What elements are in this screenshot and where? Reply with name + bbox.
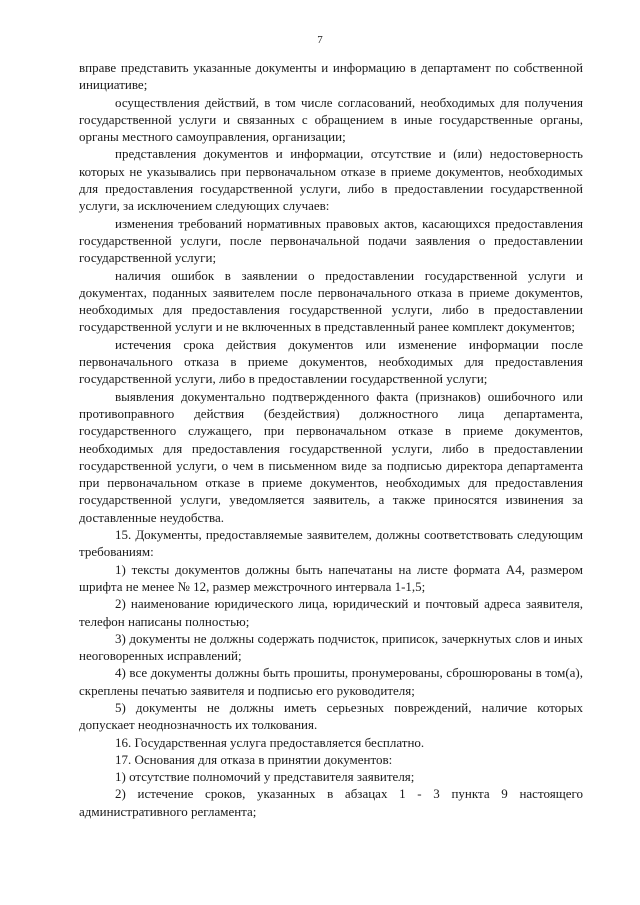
paragraph: изменения требований нормативных правовых актов, касающихся предоставления государственной услуги, после первоначальной подачи заявления о предоставлении государственной услуги; [79,215,583,266]
paragraph: 16. Государственная услуга предоставляется бесплатно. [115,734,425,750]
paragraph: 4) все документы должны быть прошиты, пронумерованы, сброшюрованы в том(а), скреплены печатью заявителя и подписью его руководителя; [79,665,583,698]
paragraph: выявления документально подтвержденного факта (признаков) ошибочного или противоправного действия (бездействия) должностного лица департамента, государственного служащего, при первоначальном отказе в приеме документов, необходимых для предоставления государственной услуги, либо в предоставлении государственной услуги, о чем в письменном виде за подписью директора департамента при первоначальном отказе в приеме документов, необходимых для предоставления государственной услуги, уведомляется заявитель, а также приносятся извинения за доставленные неудобства. [79,388,583,525]
paragraph: 3) документы не должны содержать подчисток, приписок, зачеркнутых слов и иных неоговоренных исправлений; [79,630,583,664]
paragraph: наличия ошибок в заявлении о предоставлении государственной услуги и документах, поданных заявителем после первоначального отказа в приеме документов, необходимых для предоставления государственной услуги, либо в предоставлении государственной услуги и не включенных в представленный ранее комплект документов; [79,267,583,335]
paragraph: осуществления действий, в том числе согласований, необходимых для получения государственной услуги и связанных с обращением в иные государственные органы, органы местного самоуправления, организации; [79,94,583,145]
paragraph: 1) отсутствие полномочий у представителя заявителя; [115,769,415,785]
paragraph: 15. Документы, предоставляемые заявителем, должны соответствовать следующим требованиям: [79,527,583,560]
paragraph: представления документов и информации, отсутствие и (или) недостоверность которых не указывались при первоначальном отказе в приеме документов, необходимых для предоставления государственной услуги, либо в предоставлении государственной услуги, за исключением следующих случаев: [79,146,583,214]
page-number: 7 [317,34,323,46]
paragraph: 5) документы не должны иметь серьезных повреждений, наличие которых допускает неоднозначность их толкования. [79,699,583,733]
paragraph: 17. Основания для отказа в принятии документов: [115,751,393,767]
paragraph: истечения срока действия документов или изменение информации после первоначального отказа в приеме документов, необходимых для предоставления государственной услуги, либо в предоставлении государственной услуги; [79,336,583,387]
document-body [79,59,583,820]
paragraph: вправе представить указанные документы и информацию в департамент по собственной инициативе; [79,60,583,93]
paragraph: 2) наименование юридического лица, юридический и почтовый адреса заявителя, телефон написаны полностью; [79,596,583,629]
paragraph: 2) истечение сроков, указанных в абзацах 1 - 3 пункта 9 настоящего административного регламента; [79,786,583,819]
paragraph: 1) тексты документов должны быть напечатаны на листе формата А4, размером шрифта не менее № 12, размер межстрочного интервала 1-1,5; [79,561,583,594]
